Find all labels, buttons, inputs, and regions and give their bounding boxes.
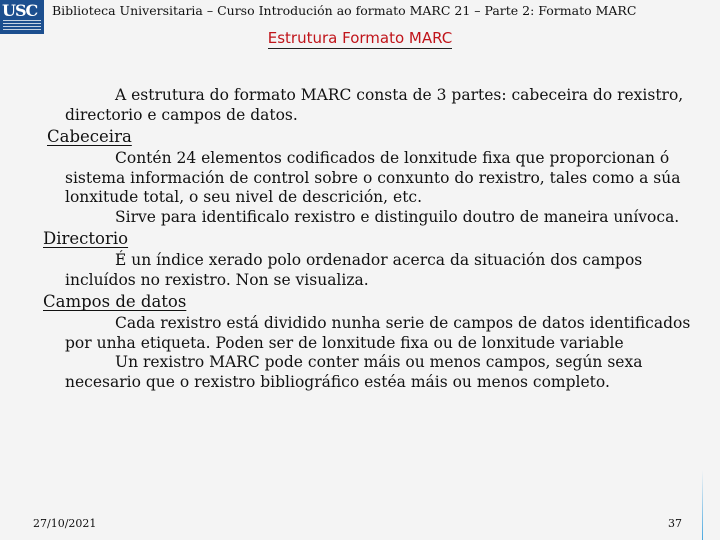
logo-text: USC	[2, 1, 38, 20]
directorio-paragraph-1: É un índice xerado polo ordenador acerca da situación dos campos incluídos no rexistro. Non se visualiza.	[65, 251, 643, 289]
slide-body	[43, 86, 693, 392]
heading-campos-de-datos: Campos de datos	[43, 292, 187, 311]
page-number: 37	[668, 517, 682, 530]
decorative-line	[702, 470, 703, 540]
campos-paragraph-1: Cada rexistro está dividido nunha serie de campos de datos identificados por unha etiqueta. Poden ser de lonxitude fixa ou de lonxitude variable	[65, 314, 691, 352]
intro-paragraph: A estrutura do formato MARC consta de 3 partes: cabeceira do rexistro, directorio e campos de datos.	[65, 86, 684, 124]
slide-title	[0, 29, 720, 47]
heading-directorio: Directorio	[43, 229, 129, 248]
header-title: Biblioteca Universitaria – Curso Introdución ao formato MARC 21 – Parte 2: Formato MARC	[52, 3, 637, 18]
heading-cabeceira: Cabeceira	[47, 127, 132, 146]
cabeceira-paragraph-1: Contén 24 elementos codificados de lonxitude fixa que proporcionan ó sistema información de control sobre o conxunto do rexistro, tales como a súa lonxitude total, o seu nivel de descrición, etc.	[65, 149, 681, 206]
slide-title-text: Estrutura Formato MARC	[267, 29, 453, 47]
footer-date: 27/10/2021	[33, 517, 97, 530]
cabeceira-paragraph-2: Sirve para identificalo rexistro e distinguilo doutro de maneira unívoca.	[115, 207, 680, 226]
campos-paragraph-2: Un rexistro MARC pode conter máis ou menos campos, según sexa necesario que o rexistro bibliográfico estéa máis ou menos completo.	[65, 353, 643, 391]
